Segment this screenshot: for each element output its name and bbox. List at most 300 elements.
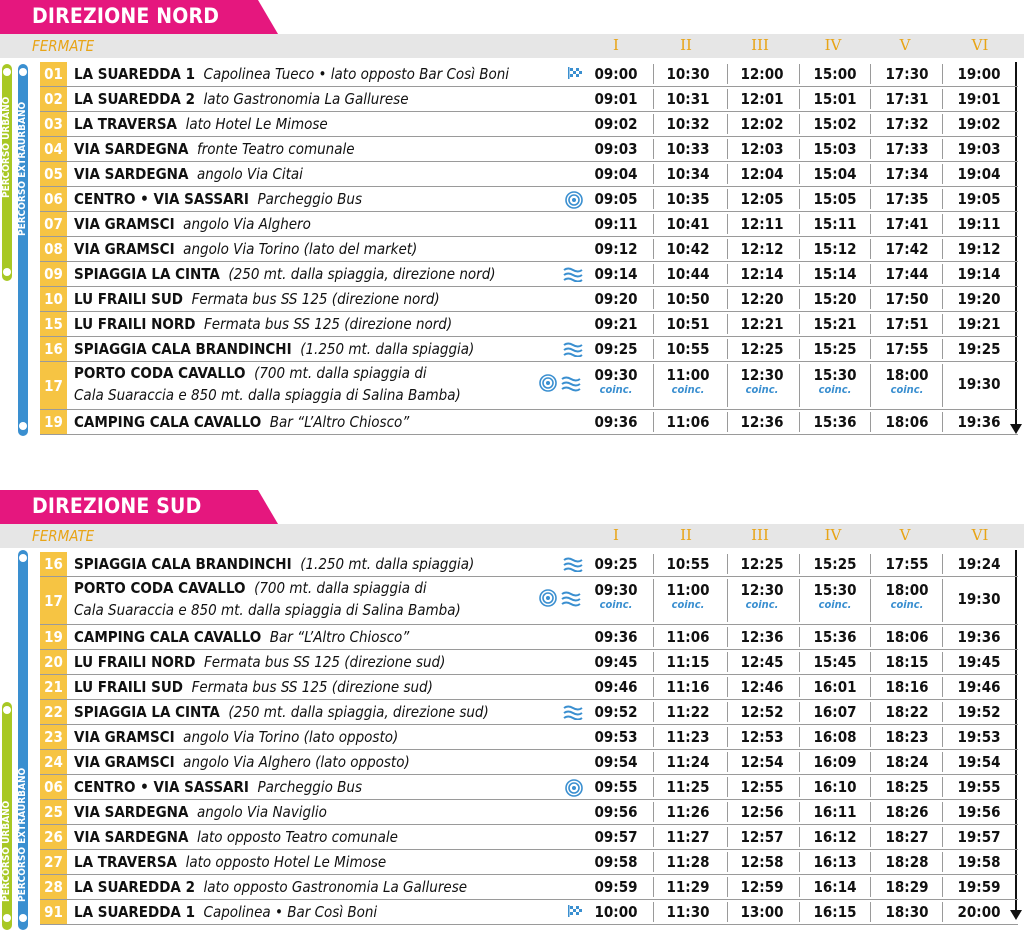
column-separator [727, 827, 728, 847]
column-separator [727, 239, 728, 259]
time-value: 12:25 [740, 555, 784, 573]
stop-label [74, 315, 452, 333]
column-separator [942, 412, 943, 432]
stop-description: Capolinea • Bar Così Boni [203, 903, 378, 921]
time-value: 09:21 [594, 315, 638, 333]
table-row [40, 552, 1018, 577]
table-row [40, 362, 1018, 410]
stop-description: (1.250 mt. dalla spiaggia) [300, 340, 475, 358]
column-separator [870, 627, 871, 647]
column-separator [942, 214, 943, 234]
stop-name: VIA SARDEGNA [74, 140, 189, 158]
column-separator [942, 627, 943, 647]
stop-number [40, 675, 67, 699]
stop-description-line2 [74, 386, 461, 404]
time-value: 18:25 [885, 778, 929, 796]
stop-number [40, 162, 67, 186]
percorso-urbano-label: PERCORSO URBANO [1, 96, 12, 198]
time-value: 09:45 [594, 653, 638, 671]
departure-time [731, 140, 793, 158]
departure-time [804, 803, 866, 821]
stop-name: PORTO CODA CAVALLO [74, 364, 246, 382]
column-separator [653, 652, 654, 672]
time-value: 09:03 [594, 140, 638, 158]
column-separator [653, 164, 654, 184]
time-value: 18:27 [885, 828, 929, 846]
stop-label [74, 778, 362, 796]
column-separator [870, 164, 871, 184]
departure-time [731, 555, 793, 573]
departure-time [657, 290, 719, 308]
time-value: 16:10 [813, 778, 857, 796]
departure-time [876, 828, 938, 846]
stop-number [40, 875, 67, 899]
departure-time [731, 753, 793, 771]
stop-name: VIA GRAMSCI [74, 753, 175, 771]
stop-number-text: 08 [44, 240, 63, 258]
table-row [40, 112, 1018, 137]
stop-description: Fermata bus SS 125 (direzione sud) [204, 653, 446, 671]
stop-number-text: 04 [44, 140, 63, 158]
stop-description: angolo Via Torino (lato del market) [183, 240, 418, 258]
departure-time [804, 828, 866, 846]
stop-description: (250 mt. dalla spiaggia, direzione nord) [228, 265, 496, 283]
stop-label [74, 265, 496, 283]
table-row [40, 750, 1018, 775]
stop-name: LU FRAILI NORD [74, 653, 196, 671]
column-separator [653, 702, 654, 722]
percorso-extraurbano-label: PERCORSO EXTRAURBANO [17, 101, 28, 236]
run-label: V [899, 36, 911, 54]
departure-time [731, 628, 793, 646]
departure-time [804, 555, 866, 573]
time-value: 17:50 [885, 290, 929, 308]
stop-label [74, 115, 328, 133]
stop-number-text: 17 [44, 376, 63, 395]
departure-time [585, 165, 647, 183]
time-value: 10:30 [666, 65, 710, 83]
time-value: 09:57 [594, 828, 638, 846]
column-separator [870, 579, 871, 622]
departure-time [657, 413, 719, 431]
table-row [40, 825, 1018, 850]
table-header [0, 34, 1024, 58]
stop-name: LA SUAREDDA 2 [74, 878, 195, 896]
stop-name: CAMPING CALA CAVALLO [74, 413, 262, 431]
time-value: 09:30 [594, 366, 638, 384]
stop-description: Cala Suaraccia e 850 mt. dalla spiaggia di Salina Bamba) [74, 601, 461, 619]
departure-time [731, 853, 793, 871]
departure-time [876, 678, 938, 696]
time-value: 18:29 [885, 878, 929, 896]
time-value: 10:41 [666, 215, 710, 233]
stop-name: LA SUAREDDA 1 [74, 65, 195, 83]
waves-icon [563, 556, 583, 572]
stop-number-text: 02 [44, 90, 63, 108]
time-value: 15:25 [813, 340, 857, 358]
stop-name: VIA SARDEGNA [74, 165, 189, 183]
table-row [40, 312, 1018, 337]
time-value: 19:30 [957, 590, 1001, 608]
departure-time [804, 413, 866, 431]
time-value: 19:45 [957, 653, 1001, 671]
departure-time [876, 853, 938, 871]
departure-time [731, 366, 793, 396]
departure-time [804, 581, 866, 611]
departure-time [731, 340, 793, 358]
departure-time [657, 753, 719, 771]
time-value: 09:05 [594, 190, 638, 208]
column-separator [799, 777, 800, 797]
departure-time [876, 628, 938, 646]
column-separator [870, 827, 871, 847]
table-row [40, 850, 1018, 875]
time-value: 19:57 [957, 828, 1001, 846]
waves-icon [563, 266, 583, 282]
departure-time [948, 165, 1010, 183]
time-value: 19:14 [957, 265, 1001, 283]
stop-name: VIA SARDEGNA [74, 803, 189, 821]
departure-time [948, 628, 1010, 646]
column-separator [727, 214, 728, 234]
departure-time [948, 375, 1010, 393]
time-value: 15:12 [813, 240, 857, 258]
run-label: III [751, 526, 769, 544]
time-value: 18:23 [885, 728, 929, 746]
stop-number [40, 650, 67, 674]
time-value: 12:57 [740, 828, 784, 846]
time-value: 10:55 [666, 555, 710, 573]
column-separator [727, 627, 728, 647]
departure-time [876, 903, 938, 921]
stop-number [40, 337, 67, 361]
stop-label [74, 340, 474, 358]
route-dot [19, 68, 27, 76]
column-separator [942, 64, 943, 84]
time-value: 09:54 [594, 753, 638, 771]
stop-label [74, 215, 311, 233]
column-separator [870, 89, 871, 109]
time-value: 19:54 [957, 753, 1001, 771]
time-value: 12:21 [740, 315, 784, 333]
departure-time [585, 340, 647, 358]
column-separator [870, 802, 871, 822]
table-row [40, 187, 1018, 212]
stop-number [40, 362, 67, 409]
time-value: 10:50 [666, 290, 710, 308]
departure-time [804, 778, 866, 796]
departure-time [948, 215, 1010, 233]
table-row [40, 287, 1018, 312]
departure-time [948, 878, 1010, 896]
departure-time [731, 728, 793, 746]
departure-time [731, 315, 793, 333]
stop-number-text: 24 [44, 753, 63, 771]
departure-time [585, 215, 647, 233]
column-separator [942, 189, 943, 209]
stop-description: lato opposto Hotel Le Mimose [185, 853, 387, 871]
column-separator [799, 89, 800, 109]
time-value: 12:30 [740, 366, 784, 384]
time-value: 18:00 [885, 366, 929, 384]
departure-time [804, 678, 866, 696]
time-value: 15:36 [813, 628, 857, 646]
stop-number [40, 410, 67, 434]
departure-time [948, 903, 1010, 921]
time-value: 12:05 [740, 190, 784, 208]
departure-time [804, 240, 866, 258]
departure-time [657, 190, 719, 208]
run-label: I [613, 36, 619, 54]
stop-number [40, 212, 67, 236]
column-separator [653, 727, 654, 747]
stop-name: CENTRO • VIA SASSARI [74, 190, 249, 208]
column-separator [942, 554, 943, 574]
time-value: 09:04 [594, 165, 638, 183]
departure-time [657, 678, 719, 696]
column-separator [799, 727, 800, 747]
waves-icon [563, 704, 583, 720]
run-label: II [680, 526, 692, 544]
departure-time [876, 555, 938, 573]
column-separator [870, 902, 871, 922]
table-row [40, 875, 1018, 900]
column-separator [727, 339, 728, 359]
time-value: 11:15 [666, 653, 710, 671]
departure-time [657, 555, 719, 573]
departure-time [585, 803, 647, 821]
stop-name: PORTO CODA CAVALLO [74, 579, 246, 597]
departure-time [657, 265, 719, 283]
stop-number-text: 16 [44, 340, 63, 358]
stop-number-text: 09 [44, 265, 63, 283]
departure-time [804, 290, 866, 308]
time-value: 11:23 [666, 728, 710, 746]
time-value: 19:59 [957, 878, 1001, 896]
column-separator [799, 852, 800, 872]
column-separator [870, 64, 871, 84]
column-separator [799, 289, 800, 309]
time-value: 19:55 [957, 778, 1001, 796]
stop-label [74, 803, 327, 821]
stop-name: CENTRO • VIA SASSARI [74, 778, 249, 796]
column-separator [727, 89, 728, 109]
time-value: 18:16 [885, 678, 929, 696]
departure-time [585, 903, 647, 921]
table-row [40, 775, 1018, 800]
time-value: 19:11 [957, 215, 1001, 233]
table-row [40, 675, 1018, 700]
column-separator [727, 802, 728, 822]
column-separator [653, 579, 654, 622]
departure-time [804, 115, 866, 133]
time-value: 16:11 [813, 803, 857, 821]
departure-time [876, 315, 938, 333]
stop-label [74, 555, 474, 573]
stop-number-text: 21 [44, 678, 63, 696]
time-value: 09:02 [594, 115, 638, 133]
time-value: 10:55 [666, 340, 710, 358]
time-value: 10:33 [666, 140, 710, 158]
table-row [40, 337, 1018, 362]
column-separator [653, 139, 654, 159]
column-separator [799, 652, 800, 672]
column-separator [942, 702, 943, 722]
stop-name: LU FRAILI NORD [74, 315, 196, 333]
departure-time [731, 778, 793, 796]
time-value: 09:46 [594, 678, 638, 696]
departure-time [948, 853, 1010, 871]
departure-time [731, 903, 793, 921]
stop-number [40, 552, 67, 576]
stop-label [74, 628, 409, 646]
departure-time [876, 803, 938, 821]
time-value: 17:34 [885, 165, 929, 183]
time-value: 15:25 [813, 555, 857, 573]
column-separator [653, 264, 654, 284]
column-separator [942, 777, 943, 797]
column-separator [653, 314, 654, 334]
stop-label [74, 728, 398, 746]
column-separator [870, 214, 871, 234]
departure-time [585, 413, 647, 431]
time-value: 12:52 [740, 703, 784, 721]
column-separator [653, 677, 654, 697]
time-value: 19:05 [957, 190, 1001, 208]
time-value: 15:36 [813, 413, 857, 431]
column-separator [870, 364, 871, 407]
column-separator [653, 189, 654, 209]
table-row [40, 410, 1018, 435]
time-value: 15:01 [813, 90, 857, 108]
stop-label [74, 579, 427, 597]
column-separator [727, 264, 728, 284]
time-value: 11:00 [666, 366, 710, 384]
departure-time [876, 340, 938, 358]
column-separator [870, 339, 871, 359]
time-value: 11:28 [666, 853, 710, 871]
column-separator [942, 652, 943, 672]
stop-description: (700 mt. dalla spiaggia di [254, 364, 427, 382]
run-label: IV [824, 36, 842, 54]
departure-time [876, 90, 938, 108]
column-separator [942, 752, 943, 772]
column-separator [942, 164, 943, 184]
departure-time [804, 90, 866, 108]
time-value: 10:31 [666, 90, 710, 108]
stop-number-text: 22 [44, 703, 63, 721]
column-separator [942, 852, 943, 872]
column-separator [942, 727, 943, 747]
column-separator [799, 579, 800, 622]
departure-time [657, 366, 719, 396]
time-value: 12:30 [740, 581, 784, 599]
time-value: 15:14 [813, 265, 857, 283]
departure-time [585, 878, 647, 896]
departure-time [876, 215, 938, 233]
direzione-sud-banner [0, 490, 280, 524]
departure-time [876, 240, 938, 258]
time-value: 18:30 [885, 903, 929, 921]
time-value: 19:53 [957, 728, 1001, 746]
column-separator [653, 827, 654, 847]
time-value: 11:27 [666, 828, 710, 846]
departure-time [585, 265, 647, 283]
time-value: 12:00 [740, 65, 784, 83]
departure-time [804, 265, 866, 283]
stop-label [74, 190, 362, 208]
departure-time [585, 728, 647, 746]
departure-time [876, 703, 938, 721]
departure-time [948, 290, 1010, 308]
departure-time [876, 140, 938, 158]
stop-number [40, 187, 67, 211]
departure-time [876, 115, 938, 133]
time-value: 09:11 [594, 215, 638, 233]
departure-time [731, 290, 793, 308]
time-value: 09:01 [594, 90, 638, 108]
stop-number-text: 91 [44, 903, 63, 921]
departure-time [948, 115, 1010, 133]
column-separator [727, 114, 728, 134]
column-separator [799, 264, 800, 284]
time-value: 19:56 [957, 803, 1001, 821]
departure-time [731, 678, 793, 696]
column-separator [799, 877, 800, 897]
time-value: 15:11 [813, 215, 857, 233]
time-value: 09:14 [594, 265, 638, 283]
departure-time [731, 803, 793, 821]
departure-time [876, 265, 938, 283]
stop-label [74, 878, 467, 896]
time-value: 10:32 [666, 115, 710, 133]
departure-time [731, 878, 793, 896]
table-row [40, 237, 1018, 262]
departure-time [948, 653, 1010, 671]
departure-time [948, 803, 1010, 821]
stop-number-text: 15 [44, 315, 63, 333]
departure-time [585, 240, 647, 258]
time-value: 19:36 [957, 413, 1001, 431]
time-value: 19:30 [957, 375, 1001, 393]
time-value: 19:01 [957, 90, 1001, 108]
column-separator [727, 314, 728, 334]
time-value: 09:25 [594, 340, 638, 358]
route-dot [3, 68, 11, 76]
departure-time [585, 115, 647, 133]
stop-description: angolo Via Alghero (lato opposto) [183, 753, 410, 771]
column-separator [870, 314, 871, 334]
stop-number [40, 775, 67, 799]
stop-number [40, 900, 67, 924]
column-separator [870, 114, 871, 134]
column-separator [727, 139, 728, 159]
departure-time [731, 165, 793, 183]
direzione-nord-section [0, 0, 1024, 440]
time-value: 11:25 [666, 778, 710, 796]
flag-icon [567, 904, 583, 918]
column-separator [653, 289, 654, 309]
time-value: 16:13 [813, 853, 857, 871]
table-row [40, 262, 1018, 287]
time-value: 11:06 [666, 628, 710, 646]
time-value: 17:33 [885, 140, 929, 158]
time-value: 18:06 [885, 413, 929, 431]
stop-description: Fermata bus SS 125 (direzione nord) [191, 290, 440, 308]
run-label: II [680, 36, 692, 54]
stop-number-text: 23 [44, 728, 63, 746]
departure-time [876, 728, 938, 746]
